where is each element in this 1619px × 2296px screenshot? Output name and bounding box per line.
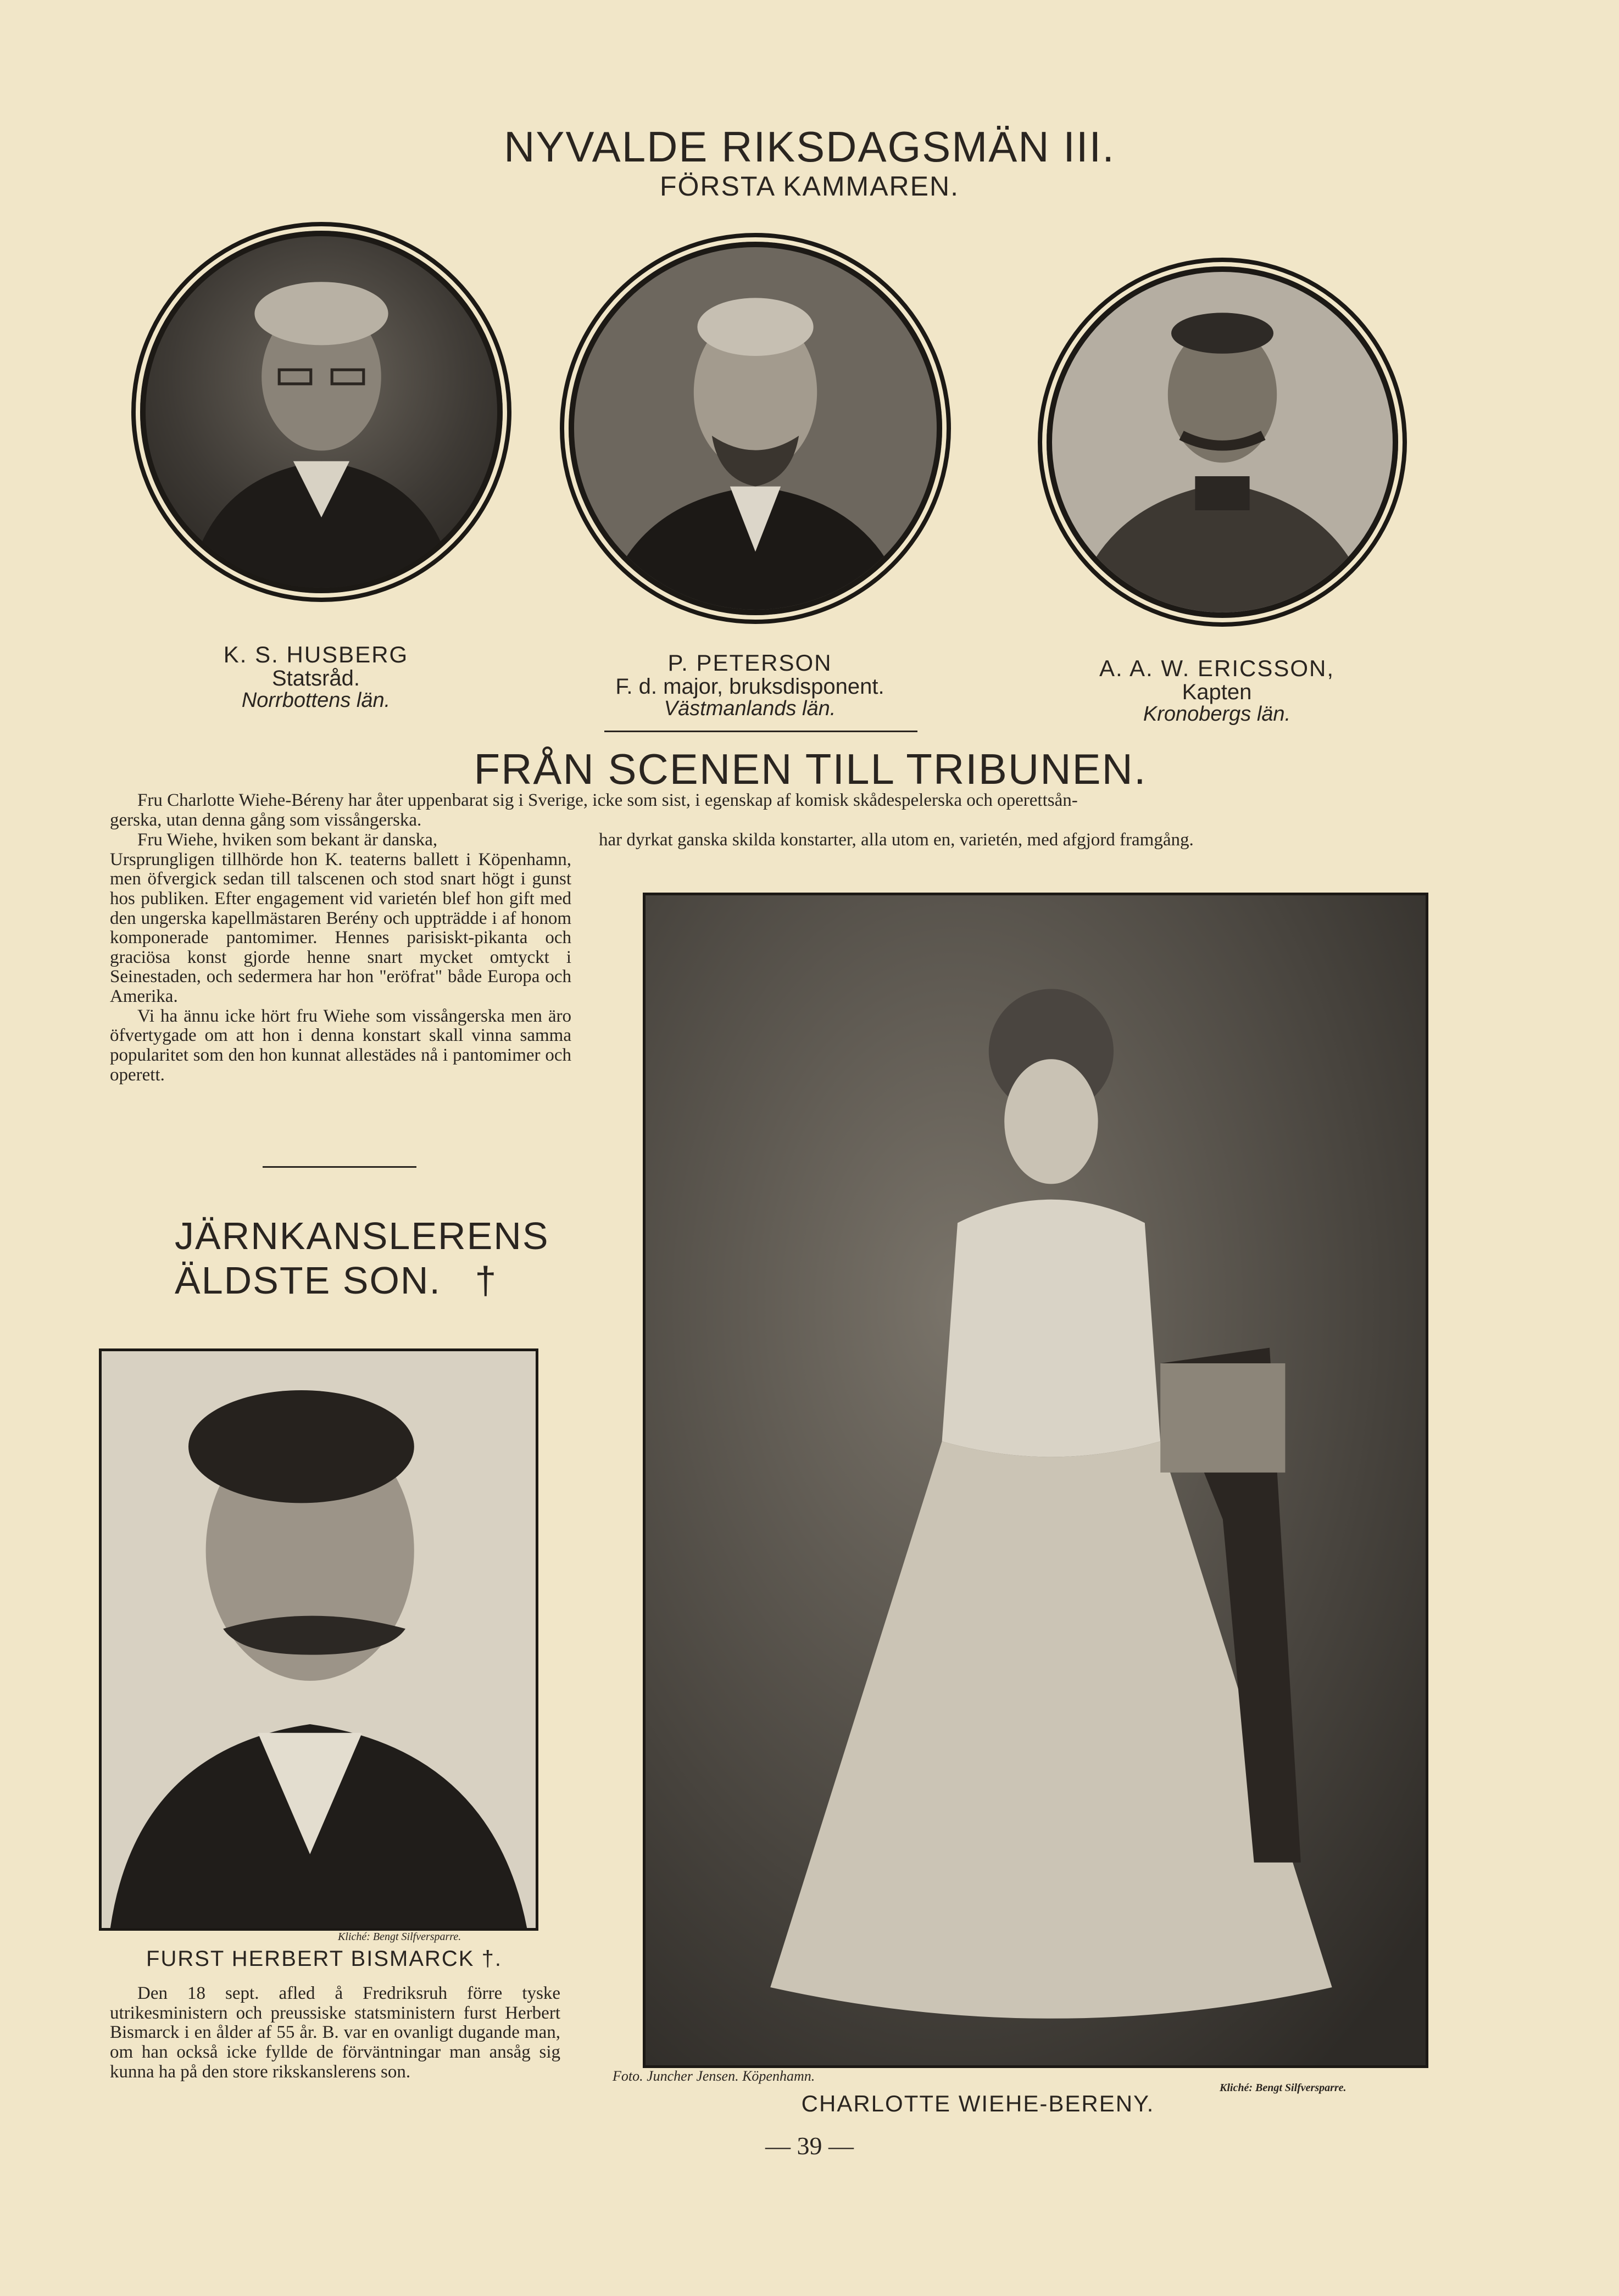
article-column: [110, 831, 571, 1085]
caption-husberg: [195, 643, 437, 712]
portrait-peterson: [569, 242, 942, 615]
divider: [604, 731, 917, 732]
page-number: — 39 —: [765, 2132, 854, 2160]
title-line: JÄRNKANSLERENS: [175, 1214, 549, 1257]
caption-role: F. d. major, bruksdisponent.: [615, 675, 884, 699]
caption-ericsson: [1091, 656, 1343, 726]
title-line: [175, 1258, 559, 1303]
caption-bismarck: [121, 1947, 527, 1970]
caption-role: Kapten: [1182, 680, 1252, 705]
portrait-photo-icon: [146, 236, 497, 588]
divider: [263, 1166, 416, 1168]
intro-line: gerska, utan denna gång som vissångerska.: [110, 810, 422, 830]
caption-name: K. S. HUSBERG: [223, 642, 409, 667]
caption-region: Västmanlands län.: [664, 697, 836, 721]
portrait-photo-icon: [646, 895, 1426, 2065]
photo-wiehe: [643, 893, 1428, 2068]
column-paragraph: Ursprungligen tillhörde hon K. teaterns ballett i Köpenhamn, men öfvergick sedan till talscenen och stod snart högt i gunst hos publiken. Efter engagement vid varietén blef hon gift med den ungerska kapellmästaren Berény och uppträdde i af honom komponerade pantomimer. Hennes parisiskt-pikanta och graciösa konst gjorde henne snart mycket omtyckt i Seinestaden, och sedermera har hon "eröfrat" både Europa och Amerika.: [110, 849, 571, 1006]
column-paragraph: Vi ha ännu icke hört fru Wiehe som vissångerska men äro öfvertygade om att hon i denna konstart skall vinna samma popularitet som den hon kunnat allestädes nå i pantomimer och operett.: [110, 1006, 571, 1085]
page-title: NYVALDE RIKSDAGSMÄN III.: [504, 122, 1115, 171]
photo-credit-kliche: Kliché: Bengt Silfversparre.: [1220, 2082, 1347, 2094]
photo-bismarck: [99, 1348, 538, 1931]
caption-role: Statsråd.: [271, 666, 360, 691]
cross-icon: †: [475, 1258, 498, 1302]
caption-region: Norrbottens län.: [241, 689, 391, 712]
caption-name: CHARLOTTE WIEHE-BERENY.: [801, 2091, 1155, 2116]
article-p2-right: har dyrkat ganska skilda konstarter, alla utom en, varietén, med afgjord framgång.: [599, 830, 1194, 850]
portrait-photo-icon: [1052, 272, 1393, 612]
article-intro: [110, 791, 1423, 830]
caption-wiehe: [769, 2092, 1187, 2116]
caption-name: P. PETERSON: [667, 650, 832, 676]
page-subtitle: FÖRSTA KAMMAREN.: [659, 171, 959, 202]
portrait-ericsson: [1047, 266, 1398, 618]
caption-name: FURST HERBERT BISMARCK †.: [146, 1947, 502, 1971]
caption-name: A. A. W. ERICSSON,: [1099, 655, 1335, 681]
portrait-photo-icon: [102, 1351, 536, 1928]
portrait-husberg: [140, 231, 503, 593]
photo-credit-kliche: Kliché: Bengt Silfversparre.: [338, 1931, 461, 1943]
caption-peterson: [580, 651, 920, 720]
article-title-scen: FRÅN SCENEN TILL TRIBUNEN.: [474, 745, 1147, 793]
intro-line: Fru Charlotte Wiehe-Béreny har åter uppenbarat sig i Sverige, icke som sist, i egenskap af komisk skådespelerska och operettsån-: [137, 790, 1078, 810]
article-bismarck-text: [110, 1984, 560, 2082]
portrait-photo-icon: [574, 247, 937, 610]
paragraph: Den 18 sept. afled å Fredriksruh förre tyske utrikesministern och preussiske statsministern furst Herbert Bismarck i en ålder af 55 år. B. var en ovanligt dugande man, om han också icke fyllde de förväntningar man ansåg sig kunna ha på den store rikskanslerens son.: [110, 1983, 560, 2082]
title-text: ÄLDSTE SON.: [175, 1258, 441, 1302]
photo-credit-foto: Foto. Juncher Jensen. Köpenhamn.: [613, 2068, 815, 2084]
article-title-bismarck: [175, 1214, 559, 1302]
caption-region: Kronobergs län.: [1143, 703, 1291, 726]
column-first-line: Fru Wiehe, hviken som bekant är danska,: [137, 830, 438, 850]
